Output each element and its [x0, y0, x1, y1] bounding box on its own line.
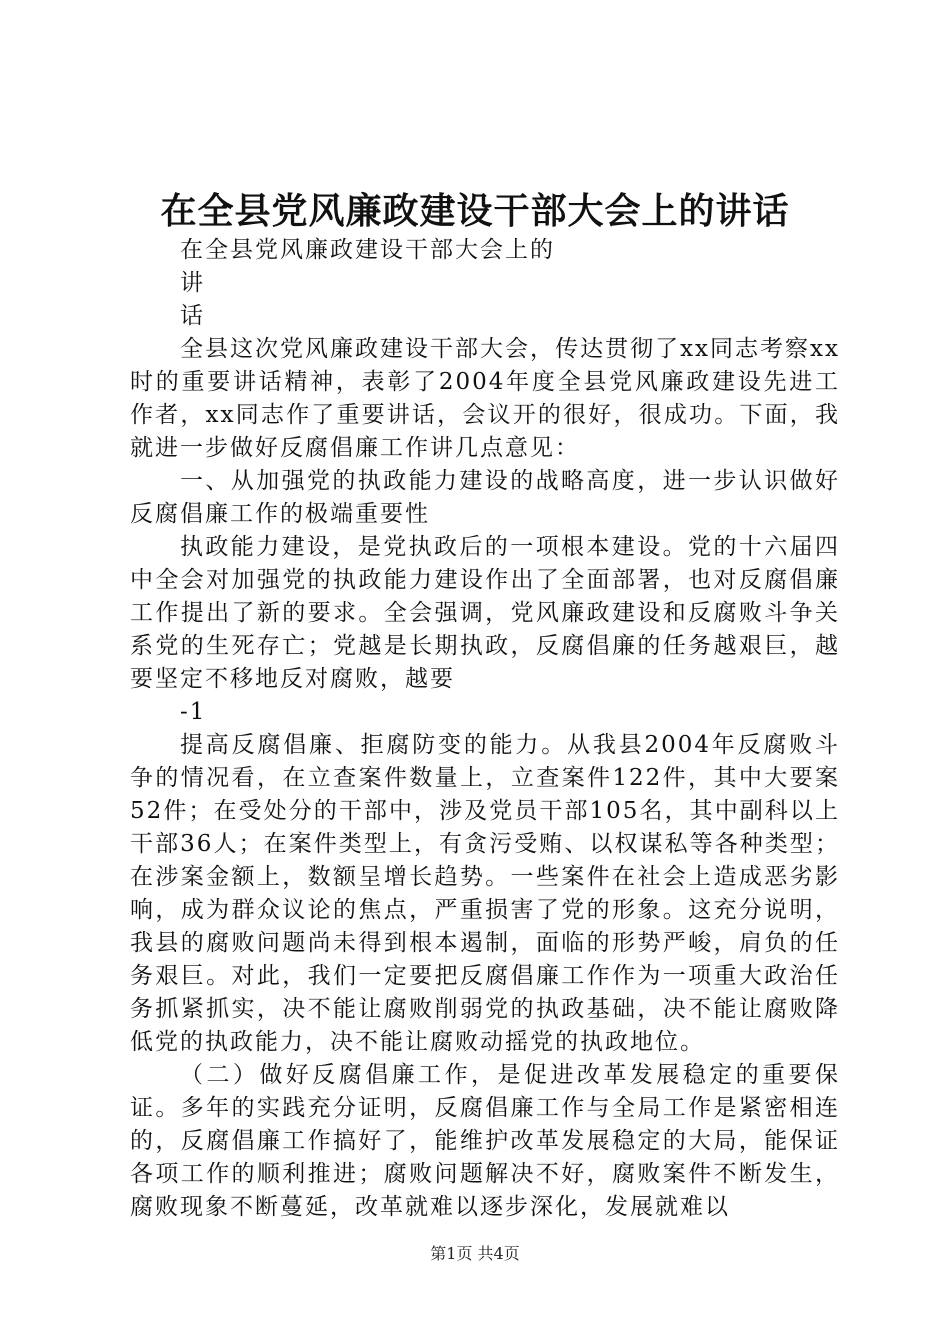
document-body [130, 234, 840, 1224]
paragraph-case-statistics: 提高反腐倡廉、拒腐防变的能力。从我县2004年反腐败斗争的情况看，在立查案件数量上，立查案件122件，其中大要案52件；在受处分的干部中，涉及党员干部105名，其中副科以上干部36人；在案件类型上，有贪污受贿、以权谋私等各种类型；在涉案金额上，数额呈增长趋势。一些案件在社会上造成恶劣影响，成为群众议论的焦点，严重损害了党的形象。这充分说明，我县的腐败问题尚未得到根本遏制，面临的形势严峻，肩负的任务艰巨。对此，我们一定要把反腐倡廉工作作为一项重大政治任务抓紧抓实，决不能让腐败削弱党的执政基础，决不能让腐败降低党的执政能力，决不能让腐败动摇党的执政地位。 [130, 732, 840, 1055]
paragraph-heading-char-2: 话 [180, 303, 205, 329]
paragraph-intro: 全县这次党风廉政建设干部大会，传达贯彻了xx同志考察xx时的重要讲话精神，表彰了2004年度全县党风廉政建设先进工作者，xx同志作了重要讲话，会议开的很好，很成功。下面，我就进一步做好反腐倡廉工作讲几点意见： [130, 336, 840, 461]
paragraph-section-two: （二）做好反腐倡廉工作，是促进改革发展稳定的重要保证。多年的实践充分证明，反腐倡廉工作与全局工作是紧密相连的，反腐倡廉工作搞好了，能维护改革发展稳定的大局，能保证各项工作的顺利推进；腐败问题解决不好，腐败案件不断发生，腐败现象不断蔓延，改革就难以逐步深化，发展就难以 [130, 1062, 840, 1220]
paragraph-heading-char-1: 讲 [180, 270, 205, 296]
paragraph-heading-line: 在全县党风廉政建设干部大会上的 [180, 237, 555, 263]
page-footer: 第1页 共4页 [430, 1244, 520, 1263]
paragraph-section-one-heading: 一、从加强党的执政能力建设的战略高度，进一步认识做好反腐倡廉工作的极端重要性 [130, 468, 840, 527]
paragraph-capacity-building: 执政能力建设，是党执政后的一项根本建设。党的十六届四中全会对加强党的执政能力建设作出了全面部署，也对反腐倡廉工作提出了新的要求。全会强调，党风廉政建设和反腐败斗争关系党的生死存亡；党越是长期执政，反腐倡廉的任务越艰巨，越要坚定不移地反对腐败，越要 [130, 534, 840, 692]
paragraph-page-marker: -1 [180, 699, 207, 725]
document-title: 在全县党风廉政建设干部大会上的讲话 [160, 190, 790, 232]
